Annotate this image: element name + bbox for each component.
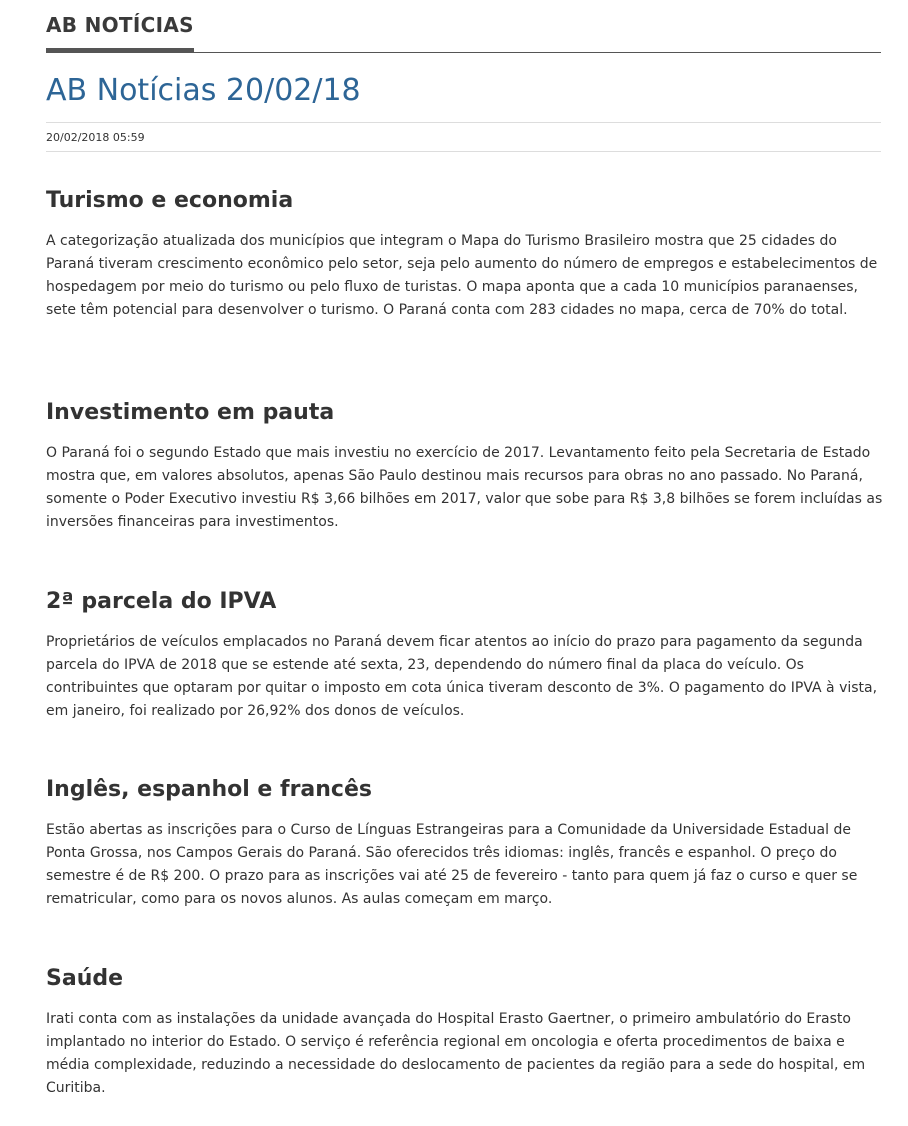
news-body: Proprietários de veículos emplacados no Paraná devem ficar atentos ao início do prazo para pagamento da segunda parcela do IPVA de 2018 que se estende até sexta, 23, dependendo do número final da placa do veículo. Os contribuintes que optaram por quitar o imposto em cota única tiveram desconto de 3%. O pagamento do IPVA à vista, em janeiro, foi realizado por 26,92% dos donos de veículos. <box>46 634 878 719</box>
news-body: O Paraná foi o segundo Estado que mais investiu no exercício de 2017. Levantamento feito pela Secretaria de Estado mostra que, em valores absolutos, apenas São Paulo destinou mais recursos para obras no ano passado. No Paraná, somente o Poder Executivo investiu R$ 3,66 bilhões em 2017, valor que sobe para R$ 3,8 bilhões se forem incluídas as inversões financeiras para investimentos. <box>46 445 883 530</box>
section-label[interactable]: AB NOTÍCIAS <box>46 12 194 52</box>
news-section-idiomas <box>46 775 884 911</box>
publish-date: 20/02/2018 05:59 <box>46 131 145 144</box>
news-heading: 2ª parcela do IPVA <box>46 589 277 614</box>
news-heading: Investimento em pauta <box>46 400 335 425</box>
news-section-turismo <box>46 186 884 322</box>
news-heading: Turismo e economia <box>46 188 294 213</box>
date-bar <box>46 122 881 152</box>
news-section-saude <box>46 964 884 1100</box>
news-section-investimento <box>46 398 884 534</box>
news-heading: Inglês, espanhol e francês <box>46 777 372 802</box>
news-body: Estão abertas as inscrições para o Curso de Línguas Estrangeiras para a Comunidade da Universidade Estadual de Ponta Grossa, nos Campos Gerais do Paraná. São oferecidos três idiomas: inglês, francês e espanhol. O preço do semestre é de R$ 200. O prazo para as inscrições vai até 25 de fevereiro - tanto para quem já faz o curso e quer se rematricular, como para os novos alunos. As aulas começam em março. <box>46 822 858 907</box>
news-body: A categorização atualizada dos municípios que integram o Mapa do Turismo Brasileiro mostra que 25 cidades do Paraná tiveram crescimento econômico pelo setor, seja pelo aumento do número de empregos e estabelecimentos de hospedagem por meio do turismo ou pelo fluxo de turistas. O mapa aponta que a cada 10 municípios paranaenses, sete têm potencial para desenvolver o turismo. O Paraná conta com 283 cidades no mapa, cerca de 70% do total. <box>46 233 878 318</box>
news-heading: Saúde <box>46 966 124 991</box>
news-section-ipva <box>46 587 884 723</box>
section-header <box>46 0 881 53</box>
article-title: AB Notícias 20/02/18 <box>46 73 361 108</box>
news-body: Irati conta com as instalações da unidade avançada do Hospital Erasto Gaertner, o primeiro ambulatório do Erasto implantado no interior do Estado. O serviço é referência regional em oncologia e oferta procedimentos de baixa e média complexidade, reduzindo a necessidade do deslocamento de pacientes da região para a sede do hospital, em Curitiba. <box>46 1011 866 1096</box>
